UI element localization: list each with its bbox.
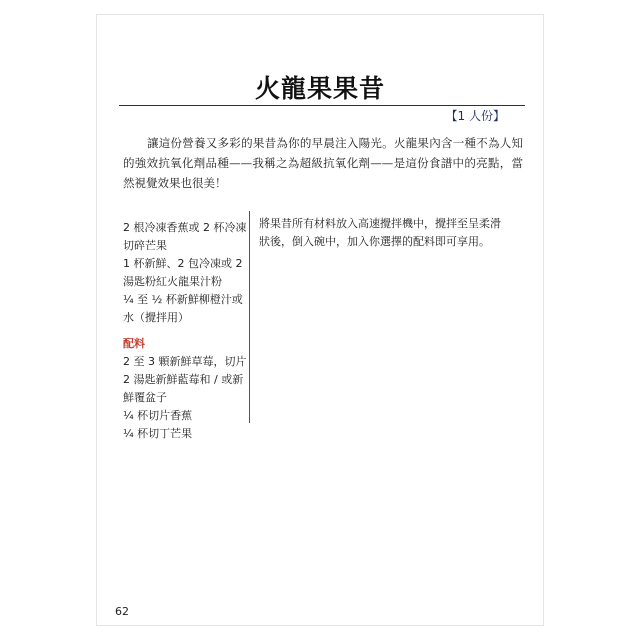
- ingredient-line: 湯匙粉紅火龍果汁粉: [123, 275, 222, 288]
- title-divider: [119, 105, 525, 106]
- toppings-heading: 配料: [123, 337, 145, 350]
- ingredient-line: 1 杯新鮮、2 包冷凍或 2: [123, 257, 243, 270]
- topping-line: ¼ 杯切丁芒果: [123, 427, 193, 440]
- recipe-title: 火龍果果昔: [254, 74, 385, 103]
- ingredient-line: ¼ 至 ½ 杯新鮮柳橙汁或: [123, 293, 243, 306]
- recipe-intro: 讓這份營養又多彩的果昔為你的早晨注入陽光。火龍果內含一種不為人知的強效抗氧化劑品種——我稱之為超級抗氧化劑——是這份食譜中的亮點，當然視覺效果也很美！: [123, 136, 523, 190]
- servings-label: 【1 人份】: [445, 109, 505, 123]
- book-page: [96, 14, 544, 626]
- topping-line: 2 至 3 顆新鮮草莓，切片: [123, 355, 247, 368]
- column-divider: [249, 211, 250, 423]
- topping-line: 2 湯匙新鮮藍莓和 / 或新: [123, 373, 244, 386]
- topping-line: 鮮覆盆子: [123, 391, 167, 404]
- topping-line: ¼ 杯切片香蕉: [123, 409, 193, 422]
- ingredients-list: [123, 219, 253, 443]
- ingredient-line: 2 根冷凍香蕉或 2 杯冷凍: [123, 221, 247, 234]
- method-text: 將果昔所有材料放入高速攪拌機中，攪拌至呈柔滑狀後，倒入碗中，加入你選擇的配料即可享用。: [259, 217, 501, 248]
- page-number: 62: [115, 605, 129, 618]
- ingredient-line: 水（攪拌用）: [123, 311, 189, 324]
- ingredient-line: 切碎芒果: [123, 239, 167, 252]
- spacer: [123, 327, 253, 335]
